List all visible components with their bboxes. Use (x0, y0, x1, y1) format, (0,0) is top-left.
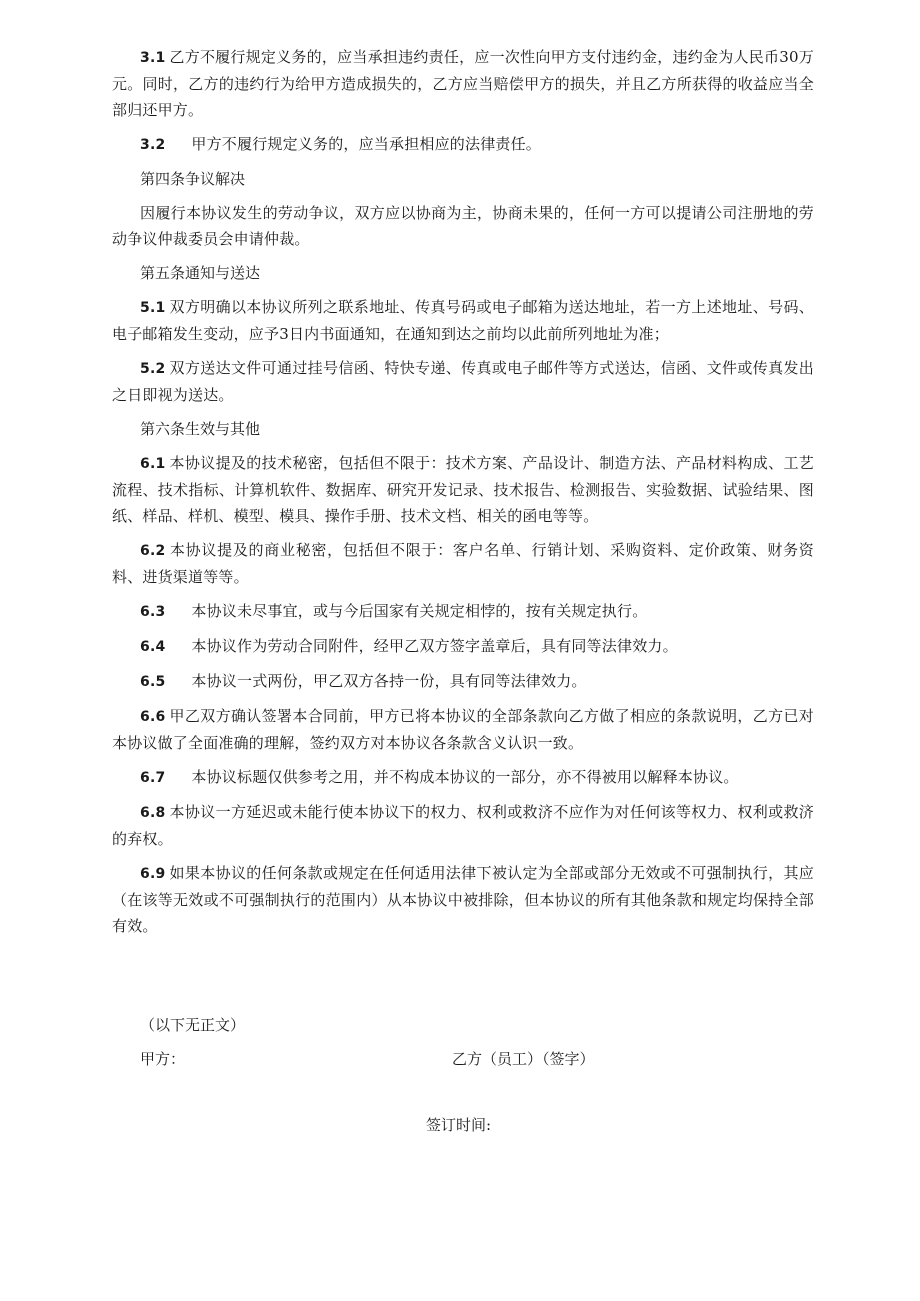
party-a-signature-label: 甲方： (140, 1050, 186, 1068)
signing-date-label: 签订时间: (426, 1116, 492, 1134)
clause-number: 5.1 (140, 300, 166, 316)
clause-text: 双方送达文件可通过挂号信函、特快专递、传真或电子邮件等方式送达，信函、文件或传真发出之日即视为送达。 (112, 359, 814, 404)
clause-number: 6.4 (140, 639, 166, 655)
clause-number: 6.8 (140, 805, 166, 821)
no-more-text-note: （以下无正文） (140, 1016, 246, 1034)
clause-text: 甲方不履行规定义务的，应当承担相应的法律责任。 (191, 135, 542, 153)
clause-number: 6.1 (140, 456, 166, 472)
clause-text: 本协议作为劳动合同附件，经甲乙双方签字盖章后，具有同等法律效力。 (191, 637, 678, 655)
clause-number: 6.5 (140, 674, 166, 690)
clause-text: 乙方不履行规定义务的，应当承担违约责任，应一次性向甲方支付违约金，违约金为人民币30万元。同时，乙方的违约行为给甲方造成损失的，乙方应当赔偿甲方的损失，并且乙方所获得的收益应当全部归还甲方。 (112, 48, 814, 119)
clause-text: 本协议一式两份，甲乙双方各持一份，具有同等法律效力。 (191, 672, 587, 690)
clause-number: 6.9 (140, 866, 166, 882)
article-6-heading: 第六条生效与其他 (140, 420, 261, 438)
party-b-signature-label: 乙方（员工）（签字） (452, 1050, 595, 1068)
clause-number: 6.2 (140, 543, 166, 559)
clause-number: 6.6 (140, 709, 166, 725)
clause-text: 本协议提及的技术秘密，包括但不限于：技术方案、产品设计、制造方法、产品材料构成、工艺流程、技术指标、计算机软件、数据库、研究开发记录、技术报告、检测报告、实验数据、试验结果、图纸、样品、样机、模型、模具、操作手册、技术文档、相关的函电等等。 (112, 454, 814, 525)
clause-text: 如果本协议的任何条款或规定在任何适用法律下被认定为全部或部分无效或不可强制执行，其应（在该等无效或不可强制执行的范围内）从本协议中被排除，但本协议的所有其他条款和规定均保持全部有效。 (112, 864, 814, 935)
clause-text: 甲乙双方确认签署本合同前，甲方已将本协议的全部条款向乙方做了相应的条款说明，乙方已对本协议做了全面准确的理解，签约双方对本协议各条款含义认识一致。 (112, 707, 814, 752)
clause-text: 本协议标题仅供参考之用，并不构成本协议的一部分，亦不得被用以解释本协议。 (191, 768, 739, 786)
clause-number: 3.1 (140, 50, 166, 66)
clause-text: 本协议未尽事宜，或与今后国家有关规定相悖的，按有关规定执行。 (191, 602, 648, 620)
article-5-heading: 第五条通知与送达 (140, 264, 261, 282)
clause-number: 3.2 (140, 137, 166, 153)
article-4-heading: 第四条争议解决 (140, 170, 246, 188)
clause-text: 双方明确以本协议所列之联系地址、传真号码或电子邮箱为送达地址，若一方上述地址、号码、电子邮箱发生变动，应予3日内书面通知，在通知到达之前均以此前所列地址为准； (112, 298, 814, 343)
clause-number: 5.2 (140, 361, 166, 377)
clause-number: 6.3 (140, 604, 166, 620)
clause-text: 本协议提及的商业秘密，包括但不限于：客户名单、行销计划、采购资料、定价政策、财务资料、进货渠道等等。 (112, 541, 814, 586)
clause-text: 本协议一方延迟或未能行使本协议下的权力、权利或救济不应作为对任何该等权力、权利或救济的弃权。 (112, 803, 814, 848)
clause-number: 6.7 (140, 770, 166, 786)
article-4-text: 因履行本协议发生的劳动争议，双方应以协商为主，协商未果的，任何一方可以提请公司注册地的劳动争议仲裁委员会申请仲裁。 (112, 204, 814, 248)
